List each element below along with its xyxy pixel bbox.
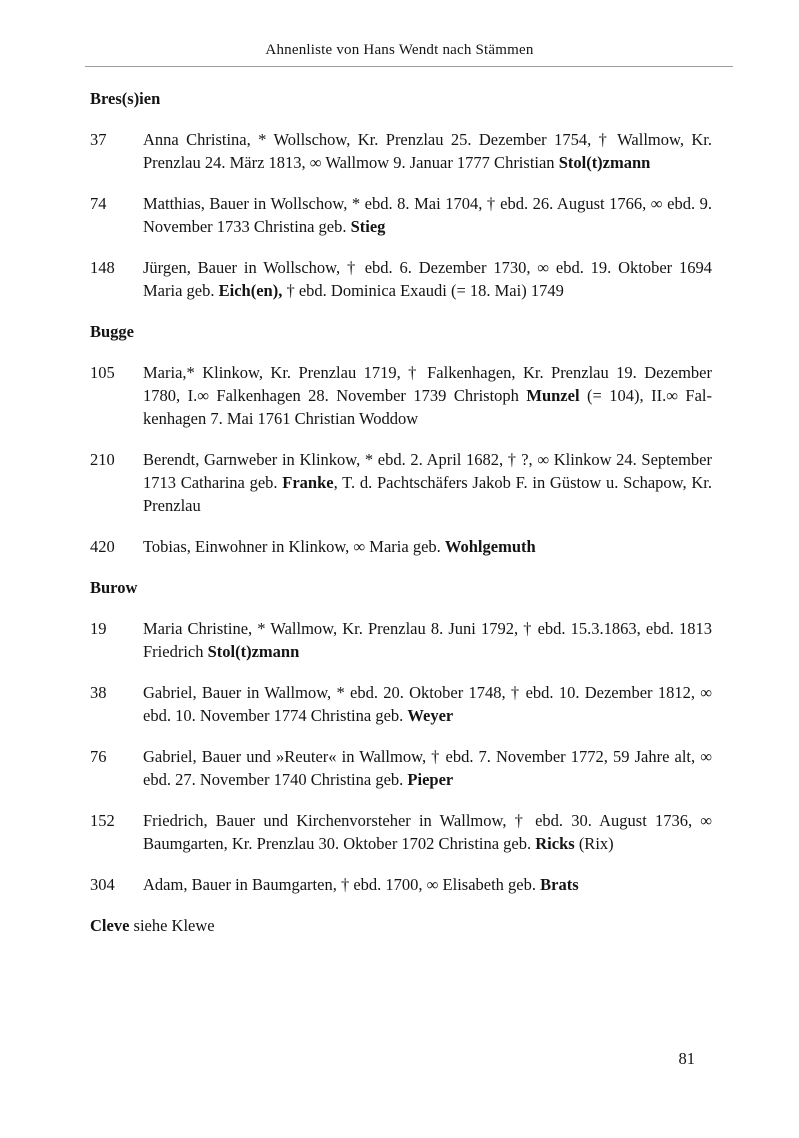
entry-body-text: (Rix) xyxy=(574,834,614,853)
entry-body-text: Adam, Bauer in Baumgarten, † ebd. 1700, ∞ Elisabeth geb. xyxy=(143,875,541,894)
ancestor-entry xyxy=(90,448,712,517)
ancestor-entry xyxy=(90,809,712,855)
entry-number: 304 xyxy=(90,875,115,894)
entry-number: 19 xyxy=(90,619,107,638)
section-entries xyxy=(90,128,712,302)
ancestor-entry xyxy=(90,681,712,727)
entry-body-text: Friedrich, Bauer und Kirchenvorsteher in Wallmow, † ebd. 30. August 1736, ∞ Baumgarten, Kr. Prenzlau 30. Oktober 1702 Christina geb. xyxy=(143,811,712,853)
entry-text xyxy=(143,128,712,174)
surname-bold-text: Wohlgemuth xyxy=(444,537,536,556)
surname-bold-text: Ricks xyxy=(535,834,575,853)
entry-body-text: Matthias, Bauer in Wollschow, * ebd. 8. Mai 1704, † ebd. 26. August 1766, ∞ ebd. 9. November 1733 Christina geb. xyxy=(143,194,712,236)
surname-section xyxy=(90,320,712,558)
ancestor-entry xyxy=(90,873,712,896)
entry-text xyxy=(143,809,712,855)
ancestor-entry xyxy=(90,128,712,174)
entry-number: 420 xyxy=(90,537,115,556)
entry-body-text: Gabriel, Bauer in Wallmow, * ebd. 20. Oktober 1748, † ebd. 10. Dezember 1812, ∞ ebd. 10. November 1774 Christina geb. xyxy=(143,683,712,725)
entry-body-text: Tobias, Einwohner in Klinkow, ∞ Maria geb. xyxy=(143,537,445,556)
entry-number: 210 xyxy=(90,450,115,469)
entry-body-text: Jürgen, Bauer in Wollschow, † ebd. 6. Dezember 1730, ∞ ebd. 19. Oktober 1694 Maria geb. xyxy=(143,258,712,300)
page-header xyxy=(0,0,799,67)
section-heading xyxy=(90,914,712,937)
section-heading xyxy=(90,576,712,599)
entry-body-text: (= 104), II.∞ Falkenhagen 7. Mai 1761 Christian Woddow xyxy=(143,386,713,428)
entry-body-text: † ebd. Dominica Exaudi (= 18. Mai) 1749 xyxy=(282,281,564,300)
surname-section xyxy=(90,87,712,302)
entry-number: 105 xyxy=(90,363,115,382)
ancestor-entry xyxy=(90,256,712,302)
surname-bold-text: Burow xyxy=(90,578,138,597)
entry-text xyxy=(143,617,712,663)
entry-number: 38 xyxy=(90,683,107,702)
surname-bold-text: Bugge xyxy=(90,322,135,341)
surname-bold-text: Eich(en), xyxy=(218,281,283,300)
entry-number: 76 xyxy=(90,747,107,766)
entry-text xyxy=(143,745,712,791)
entry-text xyxy=(143,873,712,896)
surname-bold-text: Stol(t)zmann xyxy=(558,153,651,172)
surname-section xyxy=(90,914,712,937)
ancestor-entry xyxy=(90,535,712,558)
entry-number: 152 xyxy=(90,811,115,830)
entry-text xyxy=(143,256,712,302)
surname-bold-text: Munzel xyxy=(526,386,580,405)
entry-number: 148 xyxy=(90,258,115,277)
surname-bold-text: Franke xyxy=(282,473,334,492)
entry-body-text: Anna Christina, * Wollschow, Kr. Prenzlau 25. Dezember 1754, † Wallmow, Kr. Prenzlau 24. März 1813, ∞ Wallmow 9. Januar 1777 Christian xyxy=(143,130,712,172)
section-entries xyxy=(90,361,712,558)
surname-bold-text: Brats xyxy=(540,875,579,894)
entry-body-text: siehe Klewe xyxy=(129,916,215,935)
entry-body-text: Maria,* Klinkow, Kr. Prenzlau 1719, † Falkenhagen, Kr. Prenzlau 19. Dezember 1780, I.∞ Falkenhagen 28. November 1739 Christoph xyxy=(143,363,712,405)
surname-bold-text: Cleve xyxy=(90,916,130,935)
entry-number: 37 xyxy=(90,130,107,149)
surname-bold-text: Pieper xyxy=(407,770,454,789)
surname-bold-text: Stol(t)zmann xyxy=(207,642,300,661)
surname-bold-text: Stieg xyxy=(350,217,386,236)
ancestor-entry xyxy=(90,361,712,430)
surname-bold-text: Weyer xyxy=(407,706,454,725)
entry-text xyxy=(143,535,712,558)
entry-number: 74 xyxy=(90,194,107,213)
ancestor-list xyxy=(0,67,799,937)
entry-text xyxy=(143,681,712,727)
entry-body-text: Maria Christine, * Wallmow, Kr. Prenzlau 8. Juni 1792, † ebd. 15.3.1863, ebd. 1813 Friedrich xyxy=(143,619,712,661)
entry-text xyxy=(143,448,712,517)
entry-text xyxy=(143,361,712,430)
entry-body-text: , T. d. Pachtschäfers Jakob F. in Güstow u. Schapow, Kr. Prenzlau xyxy=(143,473,712,515)
ancestor-entry xyxy=(90,192,712,238)
ancestor-entry xyxy=(90,617,712,663)
page-number: 81 xyxy=(678,1049,695,1068)
section-heading xyxy=(90,320,712,343)
entry-body-text: Berendt, Garnweber in Klinkow, * ebd. 2. April 1682, † ?, ∞ Klinkow 24. September 1713 Catharina geb. xyxy=(143,450,712,492)
section-heading xyxy=(90,87,712,110)
entry-text xyxy=(143,192,712,238)
surname-bold-text: Bres(s)ien xyxy=(90,89,161,108)
entry-body-text: Gabriel, Bauer und »Reuter« in Wallmow, † ebd. 7. November 1772, 59 Jahre alt, ∞ ebd. 27. November 1740 Christina geb. xyxy=(143,747,712,789)
running-header-title: Ahnenliste von Hans Wendt nach Stämmen xyxy=(265,42,534,58)
section-entries xyxy=(90,617,712,896)
ancestor-entry xyxy=(90,745,712,791)
surname-section xyxy=(90,576,712,896)
